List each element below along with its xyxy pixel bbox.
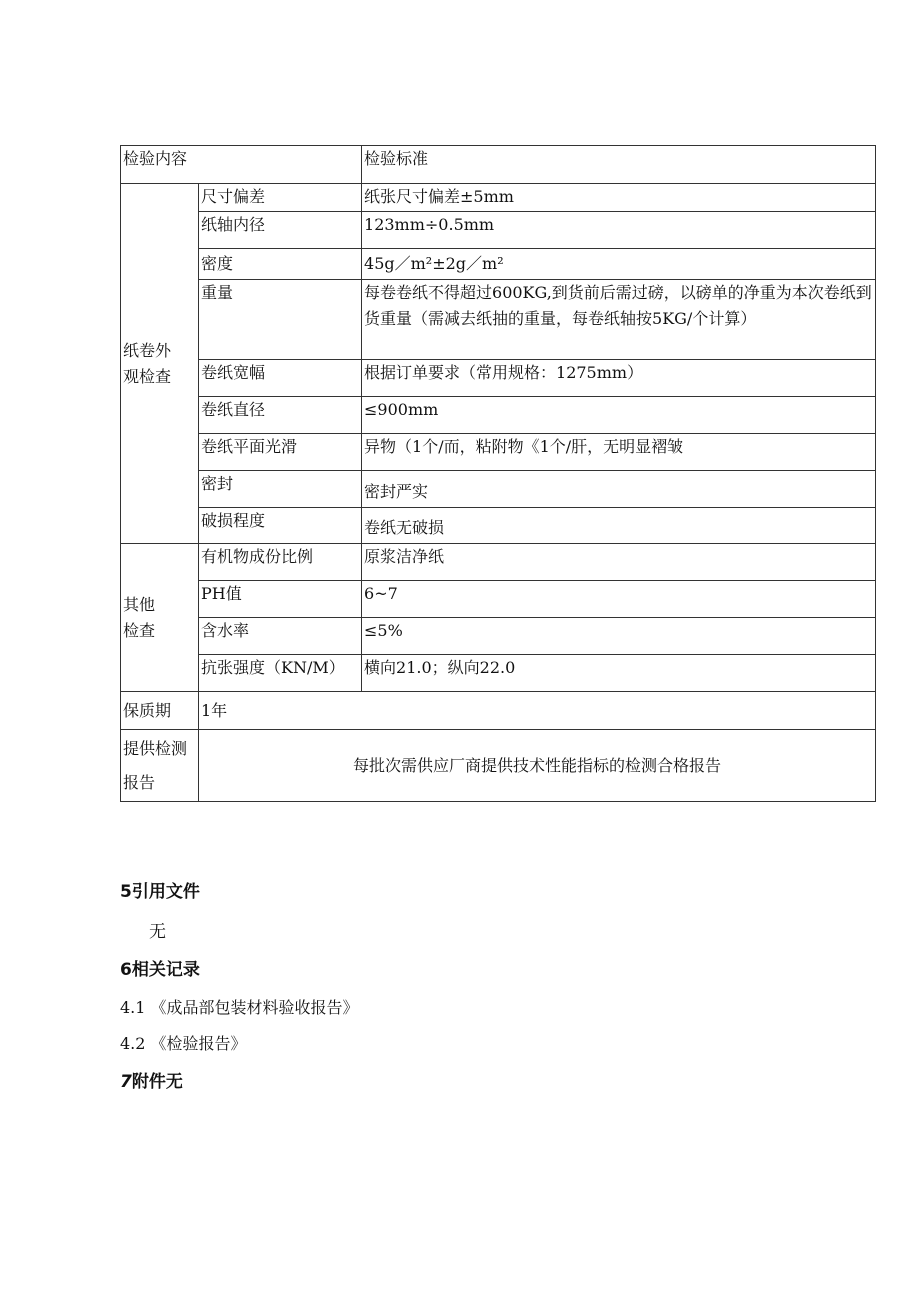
item-surface-smoothness: 卷纸平面光滑 [199,434,362,471]
section-5-title: 5引用文件 [120,882,200,902]
standard-tensile-strength: 横向21.0；纵向22.0 [362,655,876,692]
group-label-other: 其他 检查 [121,544,199,692]
standard-density: 45g／m²±2g／m² [362,249,876,280]
standard-damage: 卷纸无破损 [362,508,876,544]
item-density: 密度 [199,249,362,280]
item-tensile-strength: 抗张强度（KN/M） [199,655,362,692]
standard-core-diameter: 123mm÷0.5mm [362,212,876,249]
report-value: 每批次需供应厂商提供技术性能指标的检测合格报告 [199,730,876,802]
section-6-item-1: 4.1 《成品部包装材料验收报告》 [120,998,359,1017]
item-ph-value: PH值 [199,581,362,618]
item-damage: 破损程度 [199,508,362,544]
header-inspection-standard: 检验标准 [362,146,876,184]
section-7-number: 7 [120,1072,132,1092]
standard-sealing: 密封严实 [362,471,876,508]
standard-surface-smoothness: 异物（1个/而，粘附物《1个/肝，无明显褶皱 [362,434,876,471]
standard-size-deviation: 纸张尺寸偏差±5mm [362,184,876,212]
section-6-item-2: 4.2 《检验报告》 [120,1034,247,1053]
item-core-diameter: 纸轴内径 [199,212,362,249]
standard-moisture: ≤5% [362,618,876,655]
section-5-body: 无 [149,922,166,942]
item-moisture: 含水率 [199,618,362,655]
item-size-deviation: 尺寸偏差 [199,184,362,212]
report-label: 提供检测 报告 [121,730,199,802]
standard-roll-diameter: ≤900mm [362,397,876,434]
standard-weight: 每卷卷纸不得超过600KG,到货前后需过磅，以磅单的净重为本次卷纸到货重量（需减去纸抽的重量，每卷纸轴按5KG/个计算） [362,280,876,360]
standard-ph-value: 6~7 [362,581,876,618]
item-organic-ratio: 有机物成份比例 [199,544,362,581]
standard-organic-ratio: 原浆洁净纸 [362,544,876,581]
header-inspection-content: 检验内容 [121,146,362,184]
inspection-standard-table [120,145,876,802]
section-7-title [120,1067,183,1092]
standard-roll-width: 根据订单要求（常用规格：1275mm） [362,360,876,397]
section-6-title: 6相关记录 [120,960,200,980]
item-roll-width: 卷纸宽幅 [199,360,362,397]
item-weight: 重量 [199,280,362,360]
section-7-text: 附件无 [131,1072,183,1092]
shelf-life-label: 保质期 [121,692,199,730]
item-sealing: 密封 [199,471,362,508]
shelf-life-value: 1年 [199,692,876,730]
group-label-appearance: 纸卷外 观检查 [121,184,199,544]
item-roll-diameter: 卷纸直径 [199,397,362,434]
